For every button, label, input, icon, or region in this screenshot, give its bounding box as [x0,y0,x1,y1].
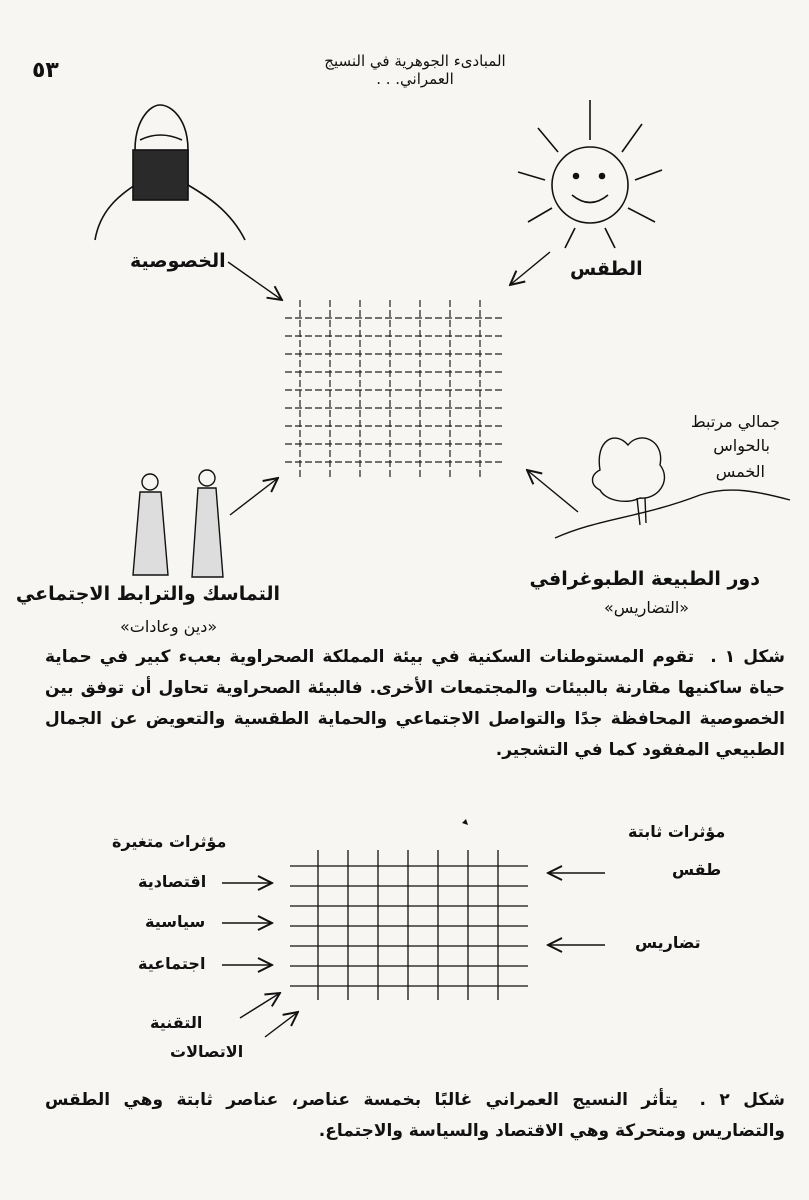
label-aesthetic-line2: بالحواس [713,436,770,455]
label-social: اجتماعية [138,954,206,973]
label-aesthetic-line1: جمالي مرتبط [690,412,780,431]
label-fixed-factors: مؤثرات ثابتة [628,822,726,841]
arrow-social [230,478,278,515]
label-fixed-topography: تضاريس [635,933,701,952]
label-topography: دور الطبيعة الطبوغرافي [529,568,760,590]
label-political: سياسية [145,912,206,931]
label-communications: الاتصالات [170,1042,244,1061]
label-social-sub: «دين وعادات» [120,617,218,636]
label-aesthetic-line3: الخمس [715,462,765,481]
label-economic: اقتصادية [138,872,207,891]
figure-1-caption [45,642,785,766]
arrow-technology [240,993,280,1018]
label-variable-factors: مؤثرات متغيرة [112,832,227,851]
small-mark [462,819,468,825]
figure-1-number: شكل ١ . [710,647,785,667]
veiled-person-icon [95,105,245,240]
label-climate: الطقس [570,258,643,280]
arrow-topography [527,470,578,512]
arrow-communications [265,1012,298,1037]
figure-1-caption-text: تقوم المستوطنات السكنية في بيئة المملكة الصحراوية بعبء كبير في حماية حياة ساكنيها مقارنة بالبيئات والمجتمعات الأخرى. فالبيئة الصحراوية تحاول أن توفق بين الخصوصية المحافظة جدًا والتواصل الاجتماعي والحماية الطقسية والتعويض عن الجمال الطبيعي المفقود كما في التشجير. [45,647,785,760]
figure-2-caption-text: يتأثر النسيج العمراني غالبًا بخمسة عناصر، عناصر ثابتة وهي الطقس والتضاريس ومتحركة وهي الاقتصاد والسياسة والاجتماع. [45,1090,785,1141]
label-fixed-climate: طقس [672,860,722,879]
label-social-cohesion: التماسك والترابط الاجتماعي [15,583,280,605]
label-technology: التقنية [150,1013,203,1032]
two-men-icon [133,470,223,577]
label-topography-sub: «التضاريس» [604,598,690,617]
figure-2-number: شكل ٢ . [699,1090,785,1110]
page-number: ٥٣ [32,58,59,83]
arrow-climate [510,252,550,285]
urban-fabric-grid-2 [290,850,528,1000]
urban-fabric-grid-1 [285,300,505,480]
label-privacy: الخصوصية [130,250,226,272]
arrow-privacy [228,262,282,300]
figure-2-caption [45,1085,785,1147]
running-title: المبادىء الجوهرية في النسيج العمراني. . . [324,52,506,88]
sun-icon [518,100,662,248]
